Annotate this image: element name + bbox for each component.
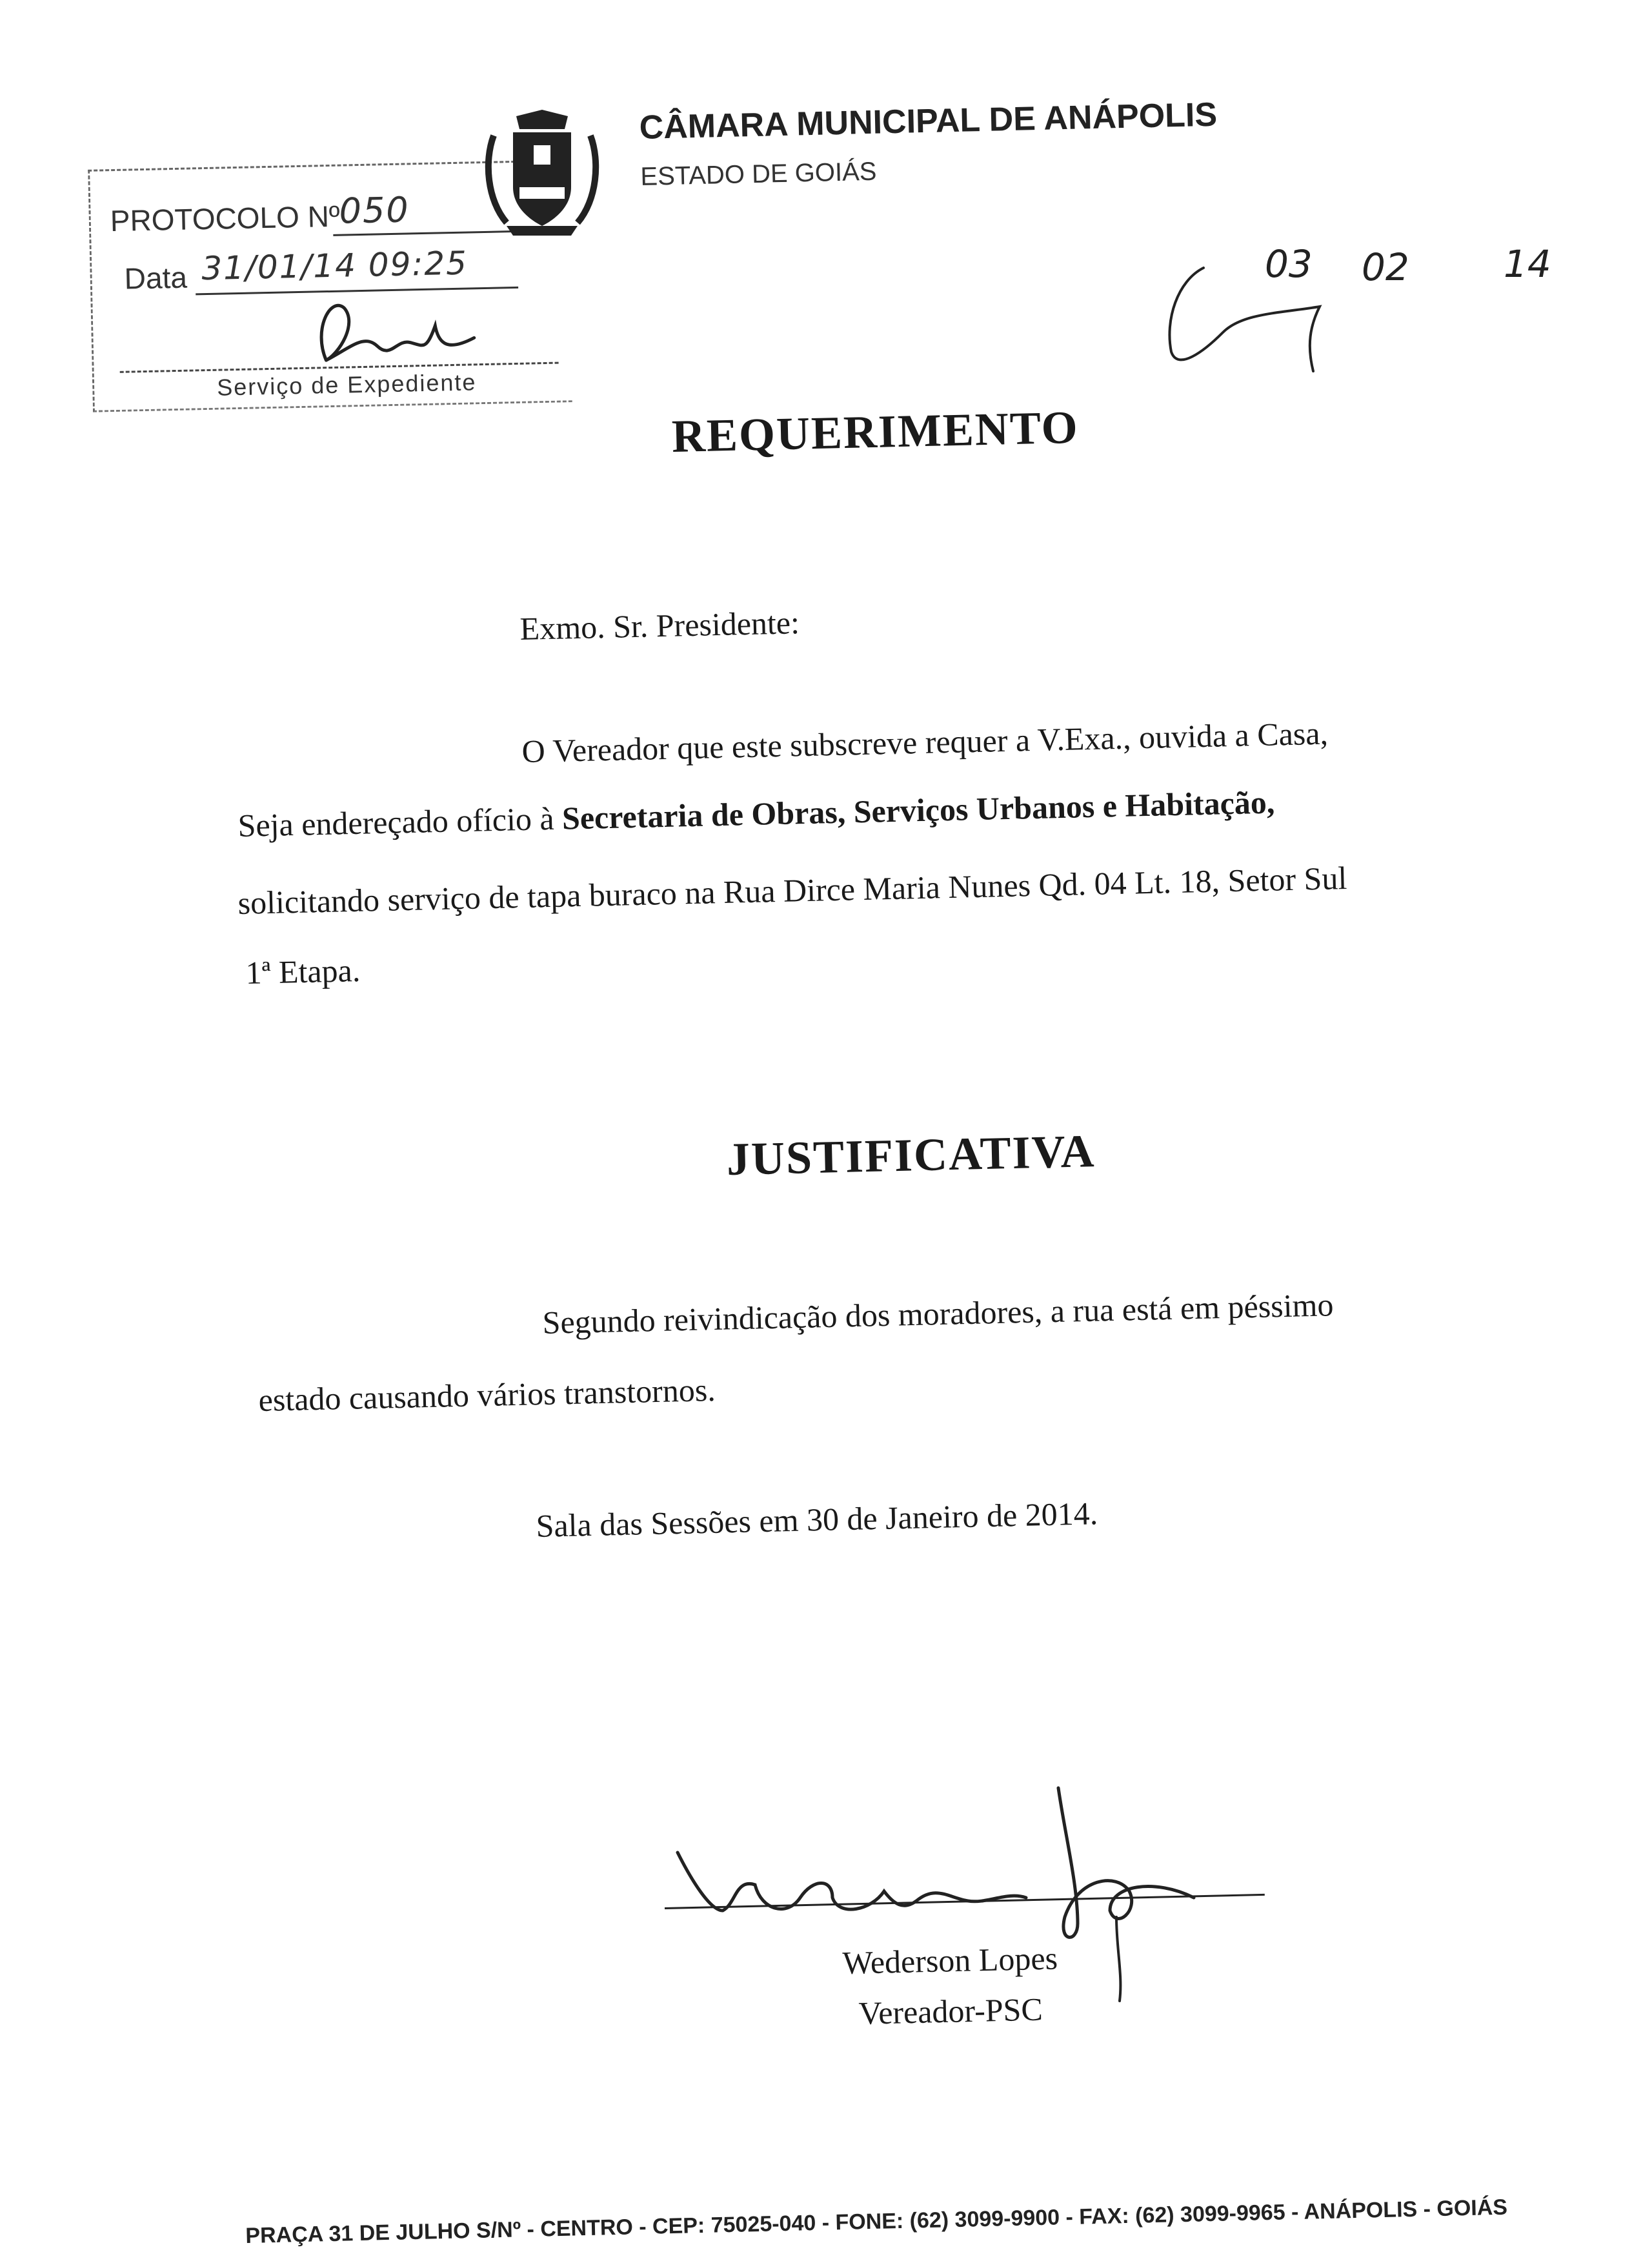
handwritten-signature <box>665 1781 1284 2014</box>
closing-line: Sala das Sessões em 30 de Janeiro de 2014. <box>536 1495 1098 1544</box>
handwritten-initial-mark <box>1152 242 1565 378</box>
coat-of-arms-icon <box>481 110 603 239</box>
date-label: Data <box>124 260 188 296</box>
protocol-label: PROTOCOLO Nº <box>110 199 341 238</box>
request-line-1: O Vereador que este subscreve requer a V.Exa., ouvida a Casa, <box>521 715 1329 769</box>
secretariat-name: Secretaria de Obras, Serviços Urbanos e Habitação, <box>561 784 1275 837</box>
service-label: Serviço de Expediente <box>216 369 477 401</box>
request-line-2 <box>237 784 1275 844</box>
request-line-3: solicitando serviço de tapa buraco na Rua Dirce Maria Nunes Qd. 04 Lt. 18, Setor Sul <box>237 860 1347 921</box>
justification-line-1: Segundo reivindicação dos moradores, a rua está em péssimo <box>542 1286 1335 1341</box>
request-line-2-prefix: Seja endereçado ofício à <box>237 800 563 844</box>
state-name: ESTADO DE GOIÁS <box>640 157 877 191</box>
date-year: 14 <box>1504 242 1551 286</box>
handwritten-date <box>1152 242 1565 378</box>
justification-title: JUSTIFICATIVA <box>726 1125 1096 1185</box>
footer-address: PRAÇA 31 DE JULHO S/Nº - CENTRO - CEP: 75025-040 - FONE: (62) 3099-9900 - FAX: (62) 3099-9965 - ANÁPOLIS - GOIÁS <box>245 2195 1508 2248</box>
chamber-name: CÂMARA MUNICIPAL DE ANÁPOLIS <box>639 96 1218 147</box>
request-line-4: 1ª Etapa. <box>245 951 361 991</box>
stamp-date: 31/01/14 09:25 <box>201 244 468 288</box>
justification-line-2: estado causando vários transtornos. <box>258 1371 716 1418</box>
salutation: Exmo. Sr. Presidente: <box>519 604 800 647</box>
document-title: REQUERIMENTO <box>671 401 1080 462</box>
date-month: 02 <box>1362 245 1409 289</box>
date-day: 03 <box>1265 242 1313 286</box>
signer-role: Vereador-PSC <box>858 1991 1043 2031</box>
stamp-initials-signature <box>286 286 501 374</box>
signer-name: Wederson Lopes <box>842 1940 1058 1981</box>
protocol-number: 050 <box>338 189 410 232</box>
